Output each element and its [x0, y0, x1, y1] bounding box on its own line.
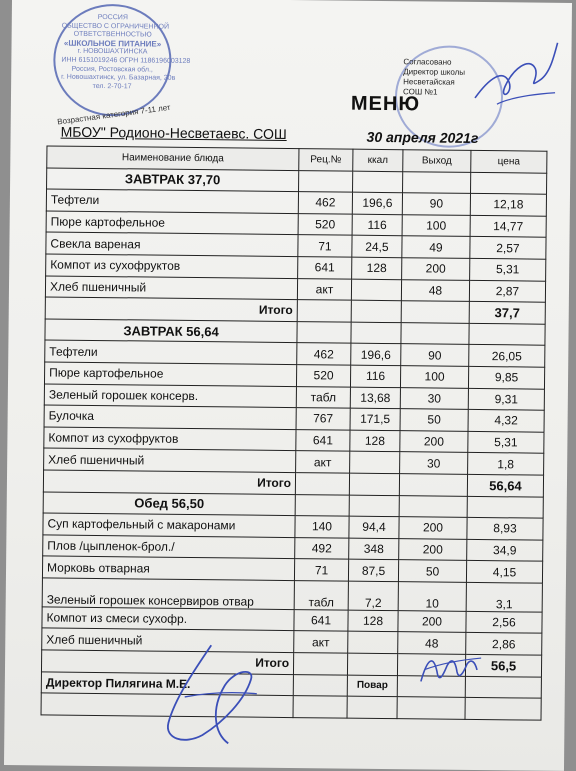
- approval-block: [403, 57, 477, 98]
- empty-cell: [293, 674, 347, 696]
- recipe-number: 641: [296, 429, 350, 451]
- dish-name: Компот из сухофруктов: [44, 427, 296, 451]
- recipe-number: акт: [294, 631, 348, 653]
- dish-name: Компот из смеси сухофр.: [42, 607, 294, 631]
- empty-cell: [467, 496, 543, 518]
- page-title: МЕНЮ: [350, 92, 421, 116]
- empty-cell: [351, 300, 401, 322]
- output-grams: 50: [400, 409, 468, 431]
- director-name: Директор Пилягина М.Е.: [41, 672, 293, 696]
- approval-line: СОШ №1: [403, 87, 438, 97]
- recipe-number: 641: [298, 257, 352, 279]
- total-value: 56,5: [465, 654, 541, 676]
- empty-cell: [299, 170, 353, 192]
- recipe-number: 520: [296, 365, 350, 387]
- recipe-number: 140: [295, 516, 349, 538]
- output-grams: 30: [400, 387, 468, 409]
- meal-title: Обед 56,50: [43, 491, 295, 515]
- kcal-value: 116: [352, 214, 402, 236]
- empty-cell: [401, 301, 469, 323]
- empty-cell: [293, 696, 347, 718]
- price-value: 5,31: [470, 258, 546, 280]
- empty-cell: [465, 676, 541, 698]
- empty-cell: [349, 495, 399, 517]
- approval-line: Несветайская: [403, 77, 455, 87]
- empty-cell: [293, 653, 347, 675]
- kcal-value: 348: [349, 538, 399, 560]
- dish-name: Тефтели: [46, 189, 298, 213]
- empty-cell: [399, 474, 467, 496]
- kcal-value: 94,4: [349, 516, 399, 538]
- kcal-value: 196,6: [352, 192, 402, 214]
- header-output: Выход: [403, 150, 471, 172]
- kcal-value: [350, 451, 400, 473]
- price-value: 8,93: [467, 517, 543, 539]
- output-grams: 30: [400, 452, 468, 474]
- approval-line: Согласовано: [403, 57, 452, 67]
- recipe-number: 462: [298, 192, 352, 214]
- kcal-value: 7,2: [348, 581, 398, 611]
- price-value: 5,31: [468, 431, 544, 453]
- empty-cell: [297, 300, 351, 322]
- company-stamp: [53, 4, 191, 117]
- output-grams: 200: [399, 517, 467, 539]
- recipe-number: 520: [298, 213, 352, 235]
- table-row: [42, 578, 542, 612]
- dish-name: Пюре картофельное: [46, 211, 298, 235]
- dish-name: Морковь отварная: [42, 556, 294, 580]
- output-grams: 90: [402, 193, 470, 215]
- school-name: МБОУ" Родионо-Несветаевс. СОШ: [60, 123, 287, 142]
- dish-name: Хлеб пшеничный: [42, 628, 294, 652]
- recipe-number: акт: [297, 278, 351, 300]
- price-value: 34,9: [467, 539, 543, 561]
- output-grams: 200: [402, 258, 470, 280]
- blank-row: [41, 693, 541, 720]
- price-value: 1,8: [468, 453, 544, 475]
- dish-name: Булочка: [44, 405, 296, 429]
- empty-cell: [297, 321, 351, 343]
- output-grams: 50: [398, 560, 466, 582]
- header-recipe: Рец.№: [299, 149, 353, 171]
- recipe-number: 767: [296, 408, 350, 430]
- price-value: 26,05: [469, 345, 545, 367]
- dish-name: Пюре картофельное: [44, 362, 296, 386]
- total-label: Итого: [45, 297, 297, 321]
- empty-cell: [397, 697, 465, 719]
- menu-date: 30 апреля 2021г: [366, 128, 479, 146]
- stamp-line: ИНН 6151019246 ОГРН 1186196003128: [61, 56, 191, 65]
- header-kcal: ккал: [353, 149, 403, 171]
- empty-cell: [471, 172, 547, 194]
- cook-label: Повар: [347, 675, 397, 697]
- kcal-value: 116: [350, 365, 400, 387]
- empty-cell: [41, 693, 293, 717]
- total-label: Итого: [41, 650, 293, 674]
- output-grams: 49: [402, 236, 470, 258]
- price-value: 4,32: [468, 410, 544, 432]
- dish-name: Плов /цыпленок-брол./: [43, 535, 295, 559]
- stamp-line: Россия, Ростовская обл.,: [71, 65, 153, 74]
- empty-cell: [397, 654, 465, 676]
- header-name: Наименование блюда: [47, 146, 299, 170]
- kcal-value: 13,68: [350, 387, 400, 409]
- age-category: Возрастная категория 7-11 лет: [56, 102, 172, 127]
- output-grams: 200: [399, 538, 467, 560]
- stamp-line: РОССИЯ: [97, 13, 128, 22]
- empty-cell: [401, 322, 469, 344]
- recipe-number: табл: [296, 386, 350, 408]
- price-value: 2,86: [466, 633, 542, 655]
- kcal-value: 87,5: [348, 559, 398, 581]
- total-label: Итого: [43, 470, 295, 494]
- output-grams: 10: [398, 582, 466, 612]
- meal-title: ЗАВТРАК 56,64: [45, 319, 297, 343]
- output-grams: 200: [398, 611, 466, 633]
- stamp-line: г. НОВОШАХТИНСКА: [77, 48, 148, 56]
- output-grams: 48: [401, 279, 469, 301]
- stamp-line: г. Новошахтинск, ул. Базарная, 20в: [61, 73, 176, 82]
- price-value: 4,15: [466, 561, 542, 583]
- dish-name: Зеленый горошек консервиров отвар: [42, 578, 294, 610]
- recipe-number: 71: [294, 559, 348, 581]
- meal-title: ЗАВТРАК 37,70: [47, 168, 299, 192]
- kcal-value: 171,5: [350, 408, 400, 430]
- empty-cell: [295, 494, 349, 516]
- empty-cell: [465, 698, 541, 720]
- empty-cell: [353, 171, 403, 193]
- stamp-line: «ШКОЛЬНОЕ ПИТАНИЕ»: [63, 38, 162, 49]
- empty-cell: [347, 696, 397, 718]
- price-value: 3,1: [466, 582, 542, 612]
- empty-cell: [351, 322, 401, 344]
- price-value: 14,77: [470, 215, 546, 237]
- stamp-line: ОТВЕТСТВЕННОСТЬЮ: [73, 30, 152, 39]
- empty-cell: [295, 472, 349, 494]
- empty-cell: [403, 171, 471, 193]
- dish-name: Суп картофельный с макаронами: [43, 513, 295, 537]
- price-value: 12,18: [470, 194, 546, 216]
- dish-name: Компот из сухофруктов: [46, 254, 298, 278]
- recipe-number: 462: [297, 343, 351, 365]
- approval-line: Директор школы: [403, 67, 466, 77]
- empty-cell: [347, 653, 397, 675]
- stamp-line: ОБЩЕСТВО С ОГРАНИЧЕННОЙ: [61, 22, 170, 31]
- dish-name: Тефтели: [45, 340, 297, 364]
- stamp-line: тел. 2-70-17: [92, 82, 132, 91]
- total-value: 37,7: [469, 302, 545, 324]
- recipe-number: акт: [296, 451, 350, 473]
- price-value: 9,31: [468, 388, 544, 410]
- kcal-value: 196,6: [351, 344, 401, 366]
- recipe-number: 71: [298, 235, 352, 257]
- dish-name: Зеленый горошек консерв.: [44, 383, 296, 407]
- total-value: 56,64: [467, 474, 543, 496]
- empty-cell: [399, 495, 467, 517]
- output-grams: 200: [400, 430, 468, 452]
- dish-name: Хлеб пшеничный: [44, 448, 296, 472]
- menu-table: [41, 145, 548, 720]
- price-value: 9,85: [468, 366, 544, 388]
- output-grams: 100: [400, 366, 468, 388]
- empty-cell: [349, 473, 399, 495]
- menu-sheet: [4, 0, 572, 771]
- price-value: 2,87: [469, 280, 545, 302]
- empty-cell: [469, 323, 545, 345]
- output-grams: 100: [402, 214, 470, 236]
- dish-name: Свекла вареная: [46, 232, 298, 256]
- recipe-number: 641: [294, 609, 348, 631]
- kcal-value: [348, 632, 398, 654]
- header-price: цена: [471, 150, 547, 172]
- kcal-value: 24,5: [352, 236, 402, 258]
- price-value: 2,57: [470, 237, 546, 259]
- output-grams: 90: [401, 344, 469, 366]
- recipe-number: табл: [294, 580, 348, 610]
- output-grams: 48: [398, 632, 466, 654]
- kcal-value: 128: [350, 430, 400, 452]
- kcal-value: [351, 279, 401, 301]
- kcal-value: 128: [352, 257, 402, 279]
- empty-cell: [397, 675, 465, 697]
- kcal-value: 128: [348, 610, 398, 632]
- price-value: 2,56: [466, 611, 542, 633]
- dish-name: Хлеб пшеничный: [45, 276, 297, 300]
- recipe-number: 492: [295, 537, 349, 559]
